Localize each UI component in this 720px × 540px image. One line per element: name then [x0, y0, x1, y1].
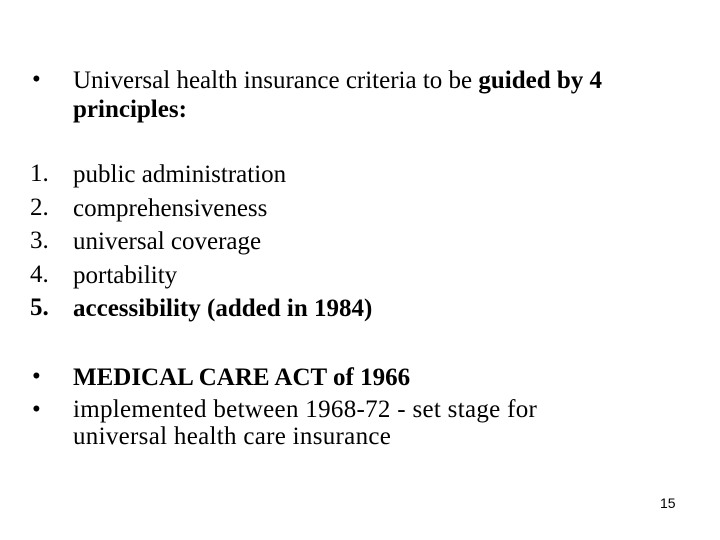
bullet-icon: • — [32, 66, 41, 93]
intro-text-bold: guided by 4 principles: — [73, 67, 603, 123]
bullet-icon: • — [32, 396, 41, 423]
list-number: 4. — [30, 260, 49, 288]
list-label: universal coverage — [73, 228, 262, 255]
list-number: 1. — [30, 160, 49, 187]
impl-text: implemented between 1968-72 - set stage for universal health care insurance — [73, 396, 538, 450]
list-label: accessibility (added in 1984) — [73, 295, 373, 322]
page-number: 15 — [660, 495, 676, 511]
list-number: 3. — [30, 227, 49, 254]
list-label: portability — [73, 261, 178, 289]
list-number: 2. — [30, 193, 49, 221]
list-label: comprehensiveness — [73, 194, 268, 222]
list-label: public administration — [73, 161, 287, 188]
intro-text — [73, 66, 693, 124]
list-number: 5. — [30, 294, 49, 321]
intro-text-plain: Universal health insurance criteria to be — [73, 67, 479, 94]
bullet-icon: • — [32, 363, 41, 390]
act-title: MEDICAL CARE ACT of 1966 — [73, 364, 411, 391]
